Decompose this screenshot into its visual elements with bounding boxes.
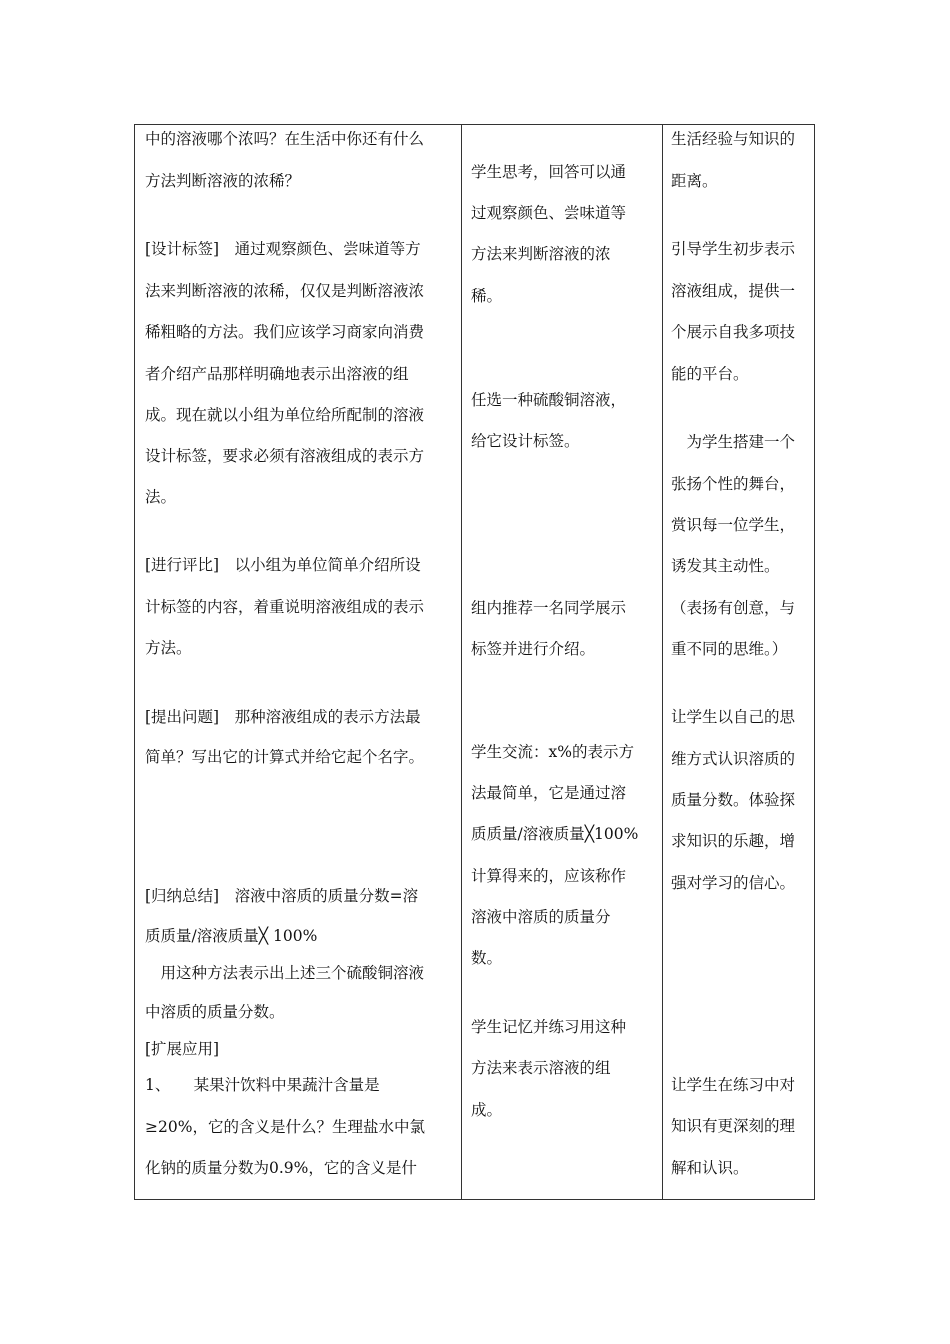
teacher-line: 法来判断溶液的浓稀，仅仅是判断溶液浓 [145,282,425,300]
student-line: 过观察颜色、尝味道等 [471,204,627,222]
column-divider [461,125,462,1199]
teacher-line: 设计标签，要求必须有溶液组成的表示方 [145,447,425,465]
teacher-line: 稀粗略的方法。我们应该学习商家向消费 [145,323,425,341]
intent-line: 求知识的乐趣，增 [671,832,796,850]
teacher-line: 中的溶液哪个浓吗？在生活中你还有什么 [145,130,425,148]
student-line: 成。 [471,1101,503,1119]
lesson-table [134,124,815,1200]
student-line: 计算得来的，应该称作 [471,867,627,885]
student-line: 溶液中溶质的质量分 [471,908,611,926]
teacher-line: [进行评比] 以小组为单位简单介绍所设 [145,556,421,574]
intent-line: 知识有更深刻的理 [671,1117,796,1135]
teacher-line: 1、 某果汁饮料中果蔬汁含量是 [145,1076,380,1094]
intent-line: 距离。 [671,172,718,190]
teacher-line: 质质量/溶液质量╳ 100% [145,927,318,945]
teacher-line: [扩展应用] [145,1040,220,1058]
student-line: 学生记忆并练习用这种 [471,1018,627,1036]
intent-line: 生活经验与知识的 [671,130,796,148]
student-line: 质质量/溶液质量╳100% [471,825,639,843]
student-line: 学生交流：x%的表示方 [471,743,634,761]
student-line: 稀。 [471,287,503,305]
student-line: 给它设计标签。 [471,432,580,450]
teacher-line: ≥20%，它的含义是什么？生理盐水中氯 [145,1118,425,1136]
intent-line: 强对学习的信心。 [671,874,796,892]
intent-line: 重不同的思维。） [671,640,788,658]
intent-line: 溶液组成，提供一 [671,282,796,300]
student-line: 方法来表示溶液的组 [471,1059,611,1077]
teacher-line: 化钠的质量分数为0.9%，它的含义是什 [145,1159,417,1177]
teacher-line: 法。 [145,488,177,506]
intent-line: 赏识每一位学生， [671,516,796,534]
intent-line: 为学生搭建一个 [671,433,796,451]
intent-line: 解和认识。 [671,1159,749,1177]
teacher-line: [归纳总结] 溶液中溶质的质量分数=溶 [145,887,419,905]
intent-line: 能的平台。 [671,365,749,383]
student-line: 方法来判断溶液的浓 [471,245,611,263]
student-line: 数。 [471,949,503,967]
teacher-line: 者介绍产品那样明确地表示出溶液的组 [145,365,409,383]
intent-line: 让学生在练习中对 [671,1076,796,1094]
student-line: 任选一种硫酸铜溶液， [471,391,627,409]
intent-line: 诱发其主动性。 [671,557,780,575]
intent-line: 质量分数。体验探 [671,791,796,809]
intent-line: （表扬有创意，与 [671,599,796,617]
student-line: 标签并进行介绍。 [471,640,596,658]
student-line: 组内推荐一名同学展示 [471,599,627,617]
teacher-line: 计标签的内容，着重说明溶液组成的表示 [145,598,425,616]
intent-line: 张扬个性的舞台， [671,475,796,493]
teacher-line: 中溶质的质量分数。 [145,1003,285,1021]
intent-line: 让学生以自己的思 [671,708,796,726]
intent-line: 个展示自我多项技 [671,323,796,341]
teacher-line: 方法。 [145,639,192,657]
teacher-line: 成。现在就以小组为单位给所配制的溶液 [145,406,425,424]
teacher-line: [设计标签] 通过观察颜色、尝味道等方 [145,240,421,258]
student-line: 学生思考，回答可以通 [471,163,627,181]
teacher-line: 用这种方法表示出上述三个硫酸铜溶液 [145,964,425,982]
intent-line: 维方式认识溶质的 [671,750,796,768]
teacher-line: 方法判断溶液的浓稀？ [145,172,301,190]
teacher-line: [提出问题] 那种溶液组成的表示方法最 [145,708,421,726]
intent-line: 引导学生初步表示 [671,240,796,258]
teacher-line: 简单？写出它的计算式并给它起个名字。 [145,748,425,766]
student-line: 法最简单，它是通过溶 [471,784,627,802]
column-divider [662,125,663,1199]
